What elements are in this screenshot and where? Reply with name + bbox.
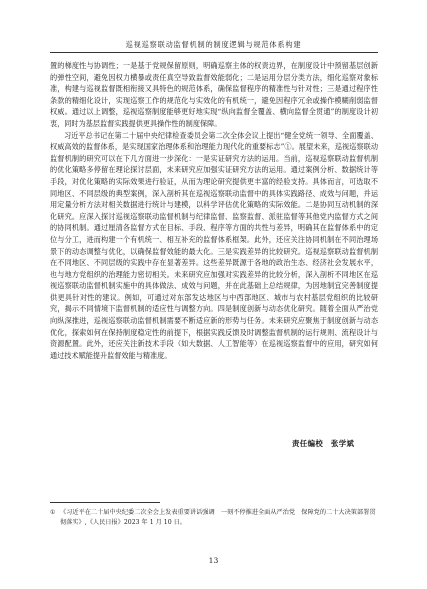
main-body-text [50,60,378,361]
footnote-line-1: 《习近平在二十届中央纪委二次全会上发表重要讲话强调 一刻不停推进全面从严治党 保障党的二十大决策部署贯 [60,509,376,516]
page-number: 13 [208,556,219,565]
footnote-line-2: 彻落实》,《人民日报》2023 年 1 月 10 日。 [60,519,186,526]
footnote-marker: ① [50,509,56,516]
responsible-editor: 责任编校 张学斌 [292,439,355,448]
header-rule [50,52,378,53]
body-paragraph-2: 习近平总书记在第二十届中央纪律检查委员会第二次全体会议上提出“健全党统一领导、全面覆盖、权威高效的监督体系，是实现国家治理体系和治理能力现代化的重要标志”①。展望未来，巡视巡察联动监督机制的研究可以在下几方面进一步深化：一是实证研究方法的运用。当前，巡视巡察联动监督机制的优化策略多停留在理论探讨层面，未来研究应加强实证研究方法的运用。通过案例分析、数据统计等手段，对优化策略的实际效果进行验证，从而为理论研究提供更丰富的经验支持。具体而言，可选取不同地区、不同层级的典型案例，深入剖析其在巡视巡察联动监督中的具体实践路径、成效与问题，并运用定量分析方法对相关数据进行统计与建模，以科学评估优化策略的实际效能。二是协同互动机制的深化研究。应深入探讨巡视巡察联动监督机制与纪律监督、监察监督、派驻监督等其他党内监督方式之间的协同机制。通过厘清各监督方式在目标、手段、程序等方面的共性与差异，明确其在监督体系中的定位与分工，进而构建一个有机统一、相互补充的监督体系框架。此外，还应关注协同机制在不同治理场景下的动态调整与优化，以确保监督效能的最大化。三是实践差异的比较研究。巡视巡察联动监督机制在不同地区、不同层级的实践中存在显著差异。这些差异既源于各地的政治生态、经济社会发展水平，也与地方党组织的治理能力密切相关。未来研究应加强对实践差异的比较分析，深入剖析不同地区在巡视巡察联动监督机制实施中的具体做法、成效与问题，并在此基础上总结规律，为因地制宜完善制度提供更具针对性的建议。例如，可通过对东部发达地区与中西部地区、城市与农村基层党组织的比较研究，揭示不同情境下监督机制的适应性与调整方向。四是制度创新与动态优化研究。随着全面从严治党向纵深推进，巡视巡察联动监督机制需要不断适应新的形势与任务。未来研究应聚焦于制度创新与动态优化，探索如何在保持制度稳定性的前提下，根据实践反馈及时调整监督机制的运行规则、流程设计与资源配置。此外，还应关注新技术手段（如大数据、人工智能等）在巡视巡察监督中的应用，研究如何通过技术赋能提升监督效能与精准度。 [50,130,378,360]
footnote-rule [50,502,160,503]
footnote [50,508,378,528]
running-header: 巡视巡察联动监督机制的制度逻辑与规范体系构建 [125,40,302,49]
body-paragraph-1: 置的梯度性与协调性；一是基于党规保留原则，明确巡察主体的权责边界，在制度设计中预留基层创新的弹性空间，避免因权力横暴或责任真空导致监督效能弱化；二是运用分层分类方法，细化巡察对象标准，构建与巡视监督既相衔接又具特色的规范体系，确保监督程序的精准性与针对性；三是通过程序性条款的精细化设计，实现巡察工作的规范化与实效化的有机统一，避免因程序冗余或操作模糊削弱监督权威。通过以上调整，巡视巡察制度能够更好地实现“纵向监督全覆盖、横向监督全贯通”的制度设计初衷，同时为基层监督实践提供更具操作性的制度保障。 [50,61,378,128]
